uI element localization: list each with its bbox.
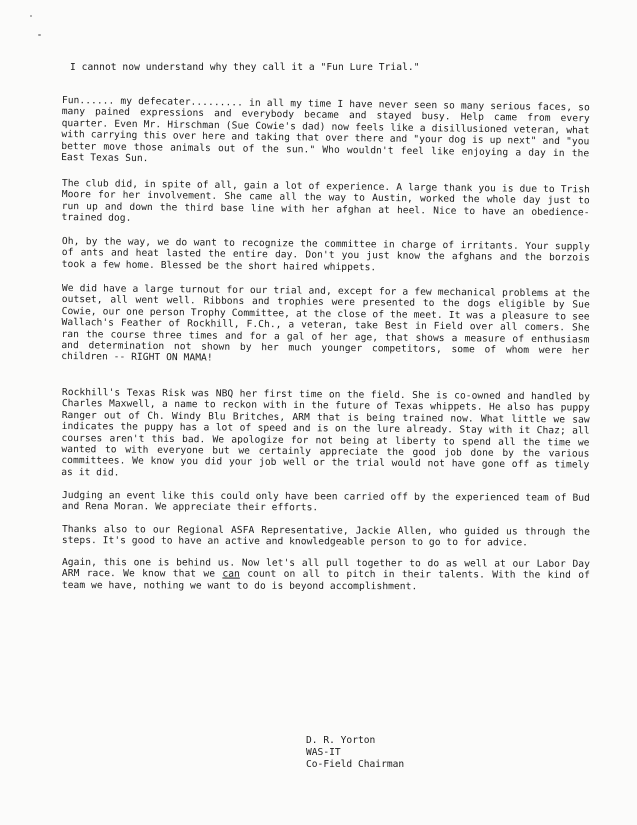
- paragraph-texas-risk: Rockhill's Texas Risk was NBQ her first time on the field. She is co-owned and handled by Charles Maxwell, a name to reckon with in the future of Texas whippets. He also has puppy Ranger out of Ch. Windy Blu Britches, ARM that is being trained now. What little we saw indicates the puppy has a lot of speed and is on the lure already. Stay with it Chaz; all courses aren't this bad. We apologize for not being at liberty to spend all the time we wanted to with everyone but we certainly appreciate the good job done by the various committees. We know you did your job well or the trial would not have gone off as timely as it did.: [61, 386, 590, 478]
- signature-block: [306, 735, 404, 771]
- paragraph-club-experience: The club did, in spite of all, gain a lot of experience. A large thank you is due to Trish Moore for her involvement. She came all the way to Austin, worked the whole day just to run up and down the third base line with her afghan at heel. Nice to have an obedience-trained dog.: [61, 177, 590, 224]
- scan-speck: [38, 34, 41, 36]
- paragraph-thanks: Thanks also to our Regional ASFA Representative, Jackie Allen, who guided us through the steps. It's good to have an active and knowledgeable person to go to for advice.: [61, 523, 590, 549]
- paragraph-judging: Judging an event like this could only have been carried off by the experienced team of Bud and Rena Moran. We appreciate their efforts.: [61, 489, 590, 514]
- letter-opening: I cannot now understand why they call it a "Fun Lure Trial.": [70, 62, 420, 73]
- signature-title: Co-Field Chairman: [306, 759, 405, 770]
- scan-speck: [30, 15, 32, 17]
- paragraph-irritants: Oh, by the way, we do want to recognize the committee in charge of irritants. Your supply of ants and heat lasted the entire day. Don't you just know the afghans and the borzois took a few home. Blessed be the short haired whippets.: [61, 236, 590, 274]
- letter-body: [62, 62, 590, 603]
- closing-text-start: Again, this one is behind us. Now let's all pull together to do as well at our Labor Day ARM race. We know that we: [61, 557, 590, 581]
- paragraph-fun: Fun...... my defecater......... in all my time I have never seen so many serious faces, so many pained expressions and everybody became and stayed busy. Help came from every quarter. Even Mr. Hirschman (Sue Cowie's dad) now feels like a disillusioned veteran, what with carrying this over here and taking that over there and "your dog is up next" and "you better move those animals out of the sun." Who wouldn't feel like enjoying a day in the East Texas Sun.: [61, 95, 590, 165]
- closing-emphasis: can: [222, 569, 240, 581]
- closing-text-end: count on all to pitch in their talents. With the kind of team we have, nothing we want to do is beyond accomplishment.: [61, 569, 590, 593]
- paragraph-turnout: We did have a large turnout for our trial and, except for a few mechanical problems at the outset, all went well. Ribbons and trophies were presented to the dogs eligible by Sue Cowie, our one person Trophy Committee, at the close of the meet. It was a pleasure to see Wallach's Feather of Rockhill, F.Ch., a veteran, take Best in Field over all comers. She ran the course three times and for a gal of her age, that shows a measure of enthusiasm and determination not shown by her much younger competitors, some of whom were her children -- RIGHT ON MAMA!: [61, 282, 590, 364]
- paragraph-closing: [62, 557, 590, 593]
- signature-org: WAS-IT: [306, 747, 341, 758]
- signature-name: D. R. Yorton: [306, 735, 376, 746]
